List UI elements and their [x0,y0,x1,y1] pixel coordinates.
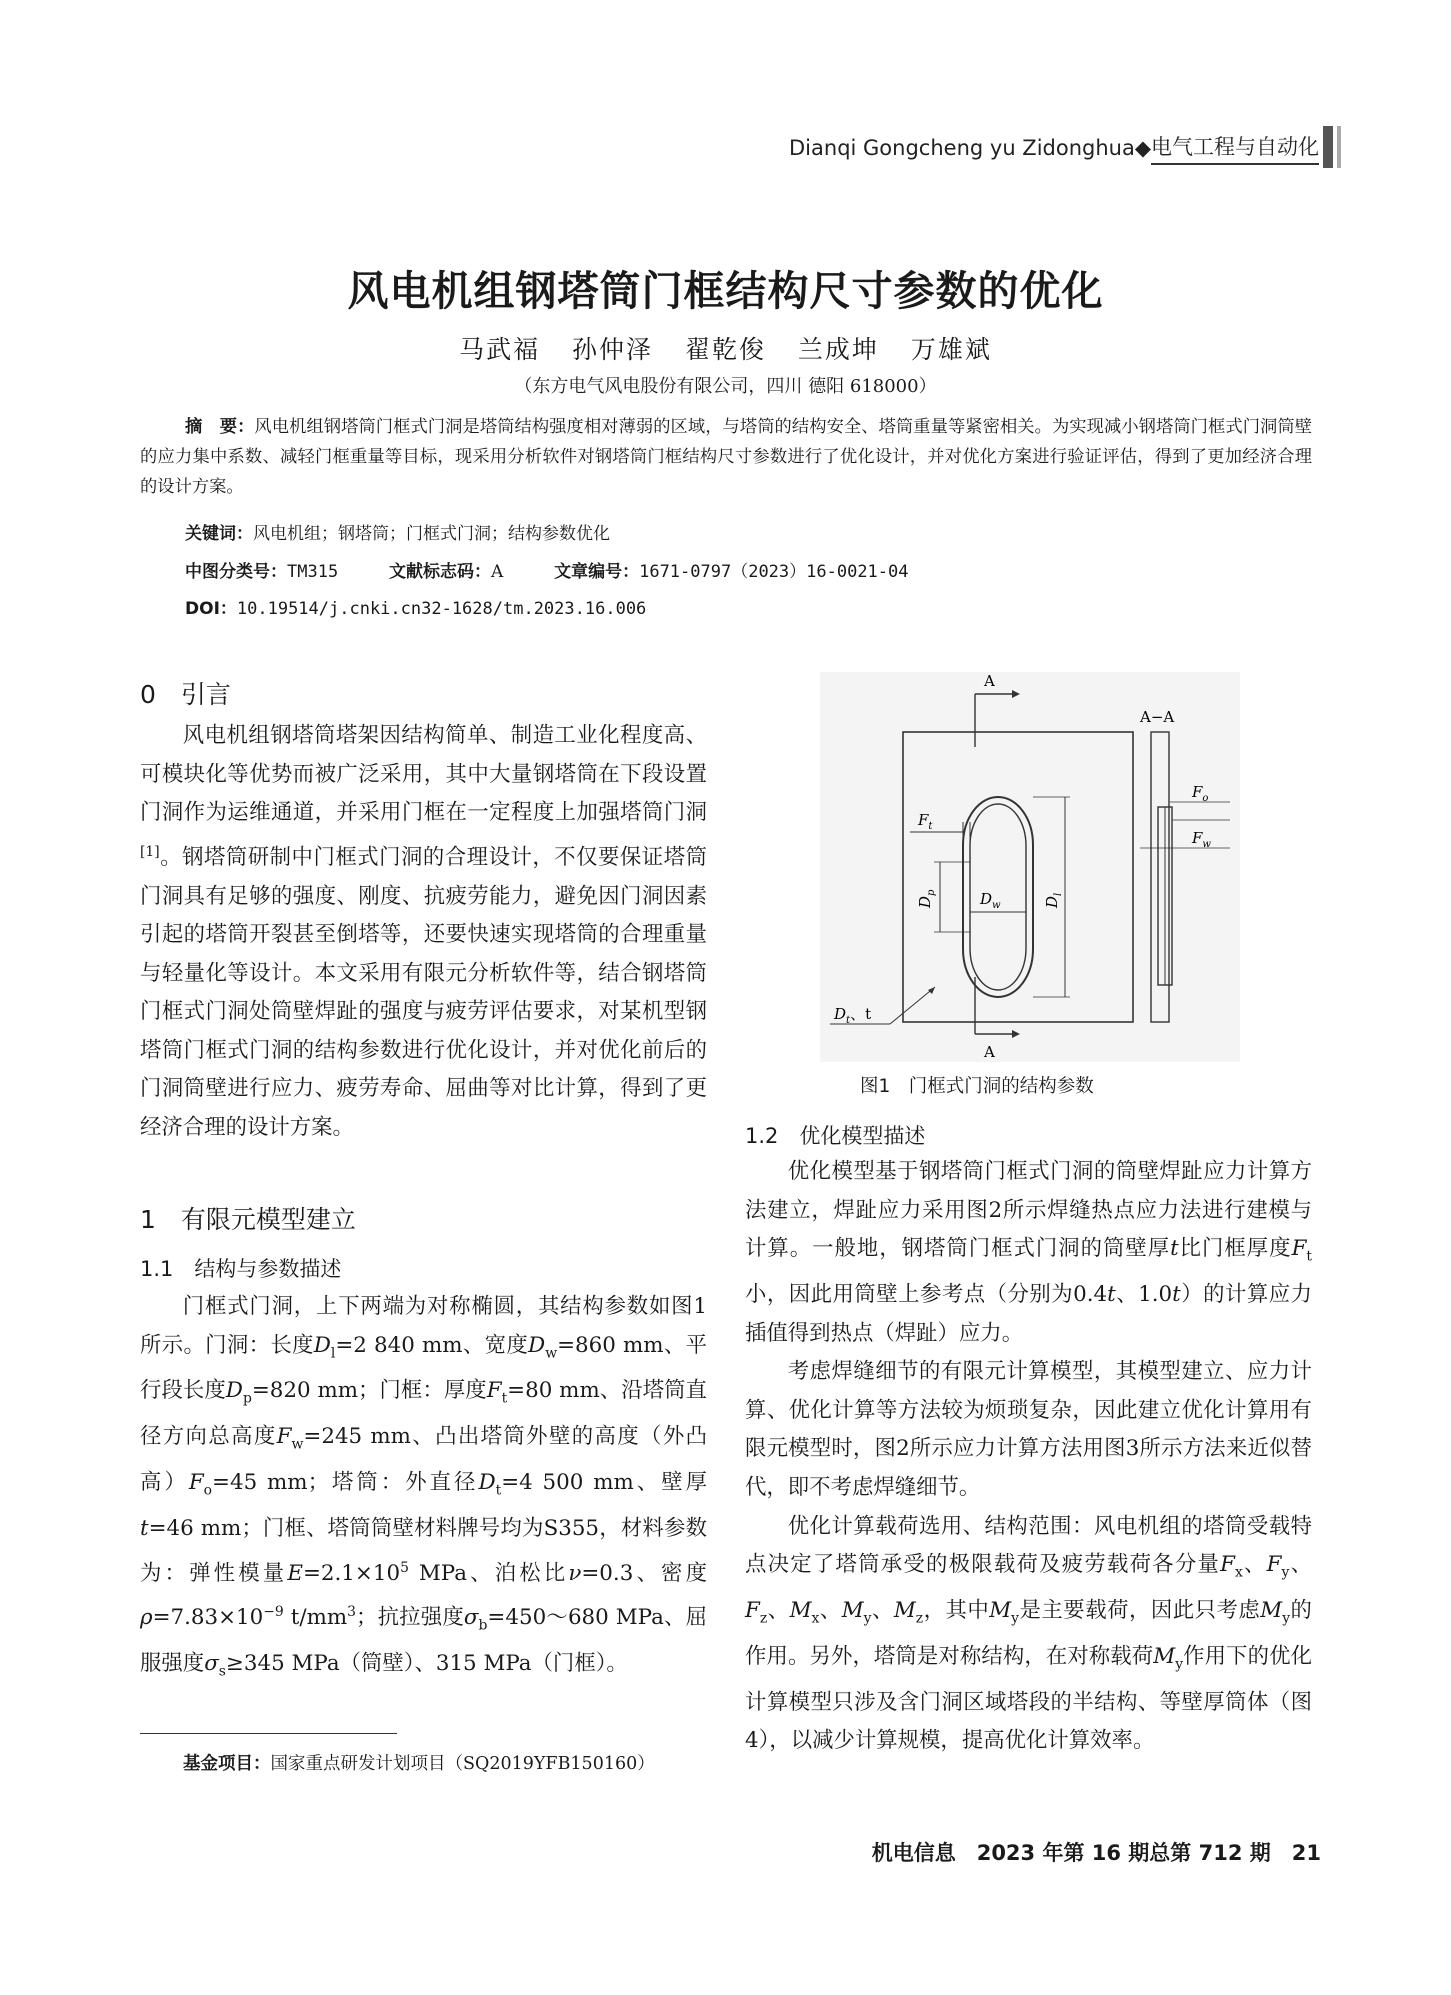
authors: 马武福 孙仲泽 翟乾俊 兰成坤 万雄斌 [459,335,992,364]
intro-text-a: 风电机组钢塔筒塔架因结构简单、制造工业化程度高、可模块化等优势而被广泛采用，其中大量钢塔筒在下段设置门洞作为运维通道，并采用门框在一定程度上加强塔筒门洞 [140,723,707,826]
doc-code-value: A [491,562,504,582]
page-footer: 机电信息 2023 年第 16 期总第 712 期 21 [871,1841,1321,1865]
intro-citation: [1] [140,843,160,860]
label-Fw: $F_w$ [1192,829,1211,850]
abstract [140,412,1312,502]
section-1-1-heading: 1.1 结构与参数描述 [140,1257,342,1281]
article-no-value: 1671-0797（2023）16-0021-04 [639,562,909,582]
figure-1-caption: 图1 门框式门洞的结构参数 [860,1076,1094,1097]
footnote-label: 基金项目： [183,1754,271,1774]
label-AA: A−A [1140,708,1175,726]
label-Ft: $F_t$ [918,811,933,832]
section-1-2-heading: 1.2 优化模型描述 [745,1124,926,1148]
paragraph-1-2-b: 考虑焊缝细节的有限元计算模型，其模型建立、应力计算、优化计算等方法较为烦琐复杂，因此建立优化计算用有限元模型时，图2所示应力计算方法用图3所示方法来近似替代，即不考虑焊缝细节。 [745,1359,1312,1501]
doc-code-label: 文献标志码： [389,562,491,582]
doi [185,594,646,619]
footnote [183,1750,655,1775]
paper-title: 风电机组钢塔筒门框结构尺寸参数的优化 [347,267,1104,315]
label-Fo: $F_o$ [1192,783,1209,804]
clc-value: TM315 [287,562,339,582]
footnote-text: 国家重点研发计划项目（SQ2019YFB150160） [270,1754,655,1774]
figure-1 [820,672,1240,1062]
footnote-rule [140,1733,397,1734]
paragraph-1-2-c: 优化计算载荷选用、结构范围：风电机组的塔筒受载特点决定了塔筒承受的极限载荷及疲劳载荷各分量$F_x$、$F_y$、$F_z$、$M_x$、$M_y$、$M_z$，其中$M_y$是主要载荷，因此只考虑$M_y$的作用。另外，塔筒是对称结构，在对称载荷$M_y$作用下的优化计算模型只涉及含门洞区域塔段的半结构、等壁厚筒体（图4），以减少计算规模，提高优化计算效率。 [745,1513,1312,1754]
paragraph-1-2-a: 优化模型基于钢塔筒门框式门洞的筒壁焊趾应力计算方法建立，焊趾应力采用图2所示焊缝热点应力法进行建模与计算。一般地，钢塔筒门框式门洞的筒壁厚t比门框厚度$F_t$小，因此用筒壁上参考点（分别为0.4t、1.0t）的计算应力插值得到热点（焊趾）应力。 [745,1159,1312,1346]
journal-header [789,131,1319,165]
label-Dt: $D_t$、t [834,1005,872,1026]
right-column-text [745,1153,1312,1761]
intro-text-b: 。钢塔筒研制中门框式门洞的合理设计，不仅要保证塔筒门洞具有足够的强度、刚度、抗疲劳能力，避免因门洞因素引起的塔筒开裂甚至倒塔等，还要快速实现塔筒的合理重量与轻量化等设计。本文采用有限元分析软件等，结合钢塔筒门框式门洞处筒壁焊趾的强度与疲劳评估要求，对某机型钢塔筒门框式门洞的结构参数进行优化设计，并对优化前后的门洞筒壁进行应力、疲劳寿命、屈曲等对比计算，得到了更经济合理的设计方案。 [140,844,707,1141]
header-bar-shadow [1337,126,1341,168]
section-1-heading: 1 有限元模型建立 [140,1205,356,1234]
keywords [185,519,610,544]
journal-name-cn: 电气工程与自动化 [1151,131,1319,165]
section-0-heading: 0 引言 [140,680,231,709]
keywords-text: 风电机组；钢塔筒；门框式门洞；结构参数优化 [253,524,610,544]
affiliation: （东方电气风电股份有限公司，四川 德阳 618000） [514,376,937,397]
label-Dl: $D_l$ [1043,892,1064,908]
keywords-label: 关键词： [185,524,253,544]
label-Dw: $D_w$ [980,890,1001,911]
label-A-top: A [984,672,995,690]
figure-background [820,672,1240,1062]
header-bar [1323,126,1333,168]
article-no-label: 文章编号： [554,562,640,582]
classification [185,557,909,582]
doi-value: 10.19514/j.cnki.cn32-1628/tm.2023.16.006 [236,599,647,619]
journal-pinyin: Dianqi Gongcheng yu Zidonghua [789,136,1135,160]
label-A-bottom: A [984,1043,995,1061]
abstract-text: 风电机组钢塔筒门框式门洞是塔筒结构强度相对薄弱的区域，与塔筒的结构安全、塔筒重量等紧密相关。为实现减小钢塔筒门框式门洞筒壁的应力集中系数、减轻门框重量等目标，现采用分析软件对钢塔筒门框结构尺寸参数进行了优化设计，并对优化方案进行验证评估，得到了更加经济合理的设计方案。 [140,417,1312,497]
clc-label: 中图分类号： [185,562,287,582]
abstract-label: 摘 要： [185,417,255,437]
label-Dp: $D_p$ [916,889,937,908]
intro-paragraph [140,717,707,1148]
header-diamond: ◆ [1134,136,1151,160]
paragraph-1-1: 门框式门洞，上下两端为对称椭圆，其结构参数如图1所示。门洞：长度$D_l=2$ 840 mm、宽度$D_w=860$ mm、平行段长度$D_p=820$ mm；门框：厚度$F_t=80$ mm、沿塔筒直径方向总高度$F_w=245$ mm、凸出塔筒外壁的高度（外凸高）$F_o=45$ mm；塔筒：外直径$D_t=4$ 500 mm、壁厚t=46 mm；门框、塔筒筒壁材料牌号均为S355，材料参数为：弹性模量$E=2.1\times 10^5$ MPa、泊松比ν=0.3、密度$\rho=7.83\times 10^{-9}$ $t/mm^3$；抗拉强度$\sigma_b=450\sim 680$ MPa、屈服强度$\sigma_s\ge 345$ MPa（筒壁）、315 MPa（门框）。 [140,1294,707,1680]
doi-label: DOI： [185,599,237,619]
